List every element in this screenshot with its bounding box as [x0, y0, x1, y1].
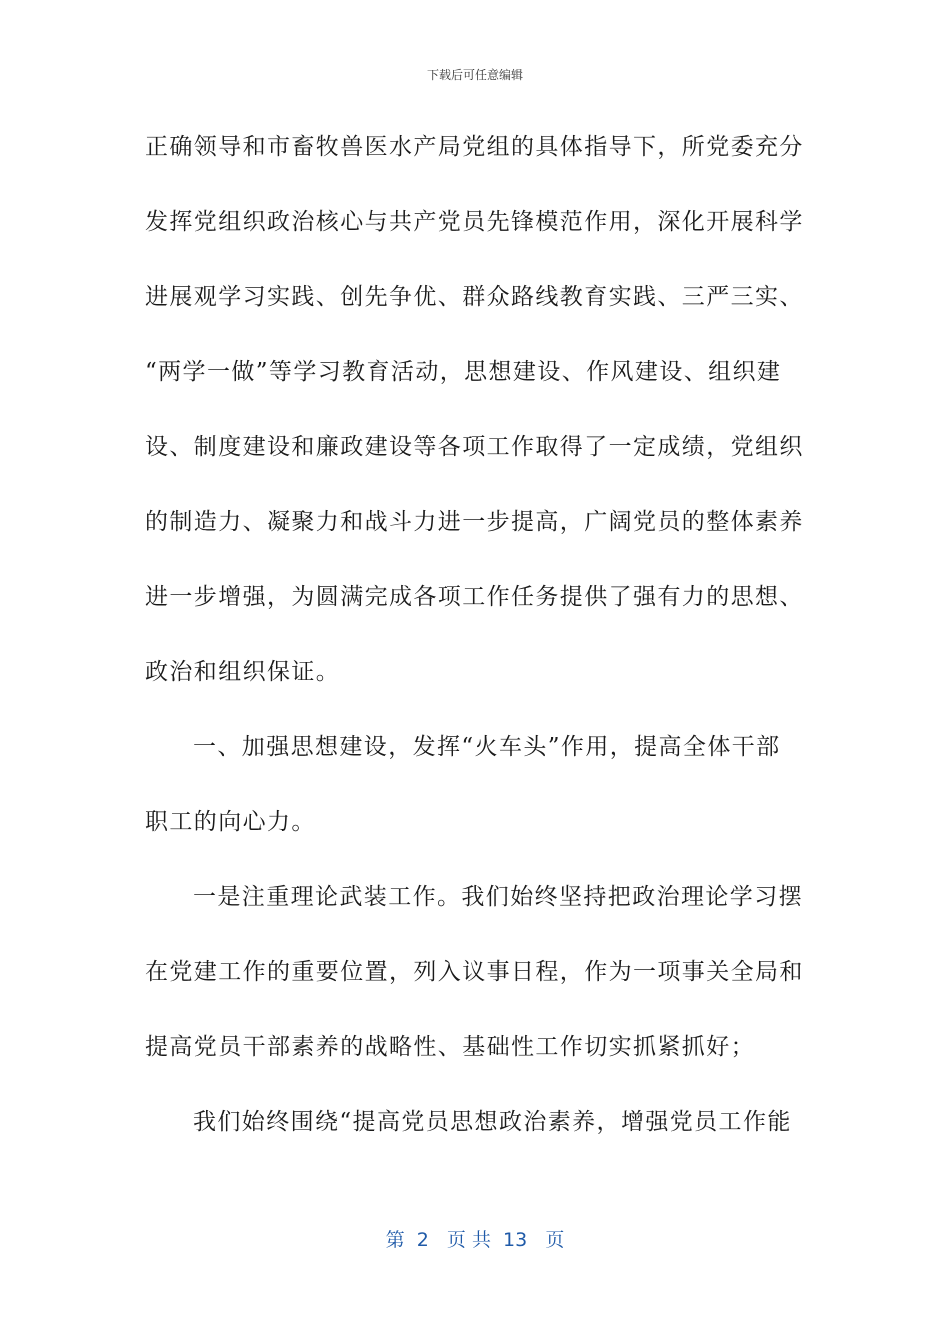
text-line: 正确领导和市畜牧兽医水产局党组的具体指导下，所党委充分 [145, 134, 804, 160]
section-heading-line: 职工的向心力。 [145, 809, 316, 835]
text-line: 提高党员干部素养的战略性、基础性工作切实抓紧抓好； [145, 1034, 755, 1060]
section-heading-line: 一、加强思想建设，发挥“火车头”作用，提高全体干部 [193, 734, 781, 760]
text-line: 进一步增强，为圆满完成各项工作任务提供了强有力的思想、 [145, 584, 804, 610]
document-body [145, 120, 804, 1170]
page-number-footer: 第 2 页 共 13 页 [385, 1229, 565, 1251]
text-line: 进展观学习实践、创先争优、群众路线教育实践、三严三实、 [145, 284, 804, 310]
text-line: 政治和组织保证。 [145, 659, 341, 685]
text-line: 的制造力、凝聚力和战斗力进一步提高，广阔党员的整体素养 [145, 509, 804, 535]
text-line: 在党建工作的重要位置，列入议事日程，作为一项事关全局和 [145, 959, 804, 985]
text-line: 发挥党组织政治核心与共产党员先锋模范作用，深化开展科学 [145, 209, 804, 235]
page-header: 下载后可任意编辑 [426, 68, 523, 82]
text-line: 设、制度建设和廉政建设等各项工作取得了一定成绩，党组织 [145, 434, 804, 460]
text-line: “两学一做”等学习教育活动，思想建设、作风建设、组织建 [145, 359, 782, 385]
text-line: 一是注重理论武装工作。我们始终坚持把政治理论学习摆 [193, 884, 803, 910]
text-line: 我们始终围绕“提高党员思想政治素养，增强党员工作能 [193, 1109, 792, 1135]
